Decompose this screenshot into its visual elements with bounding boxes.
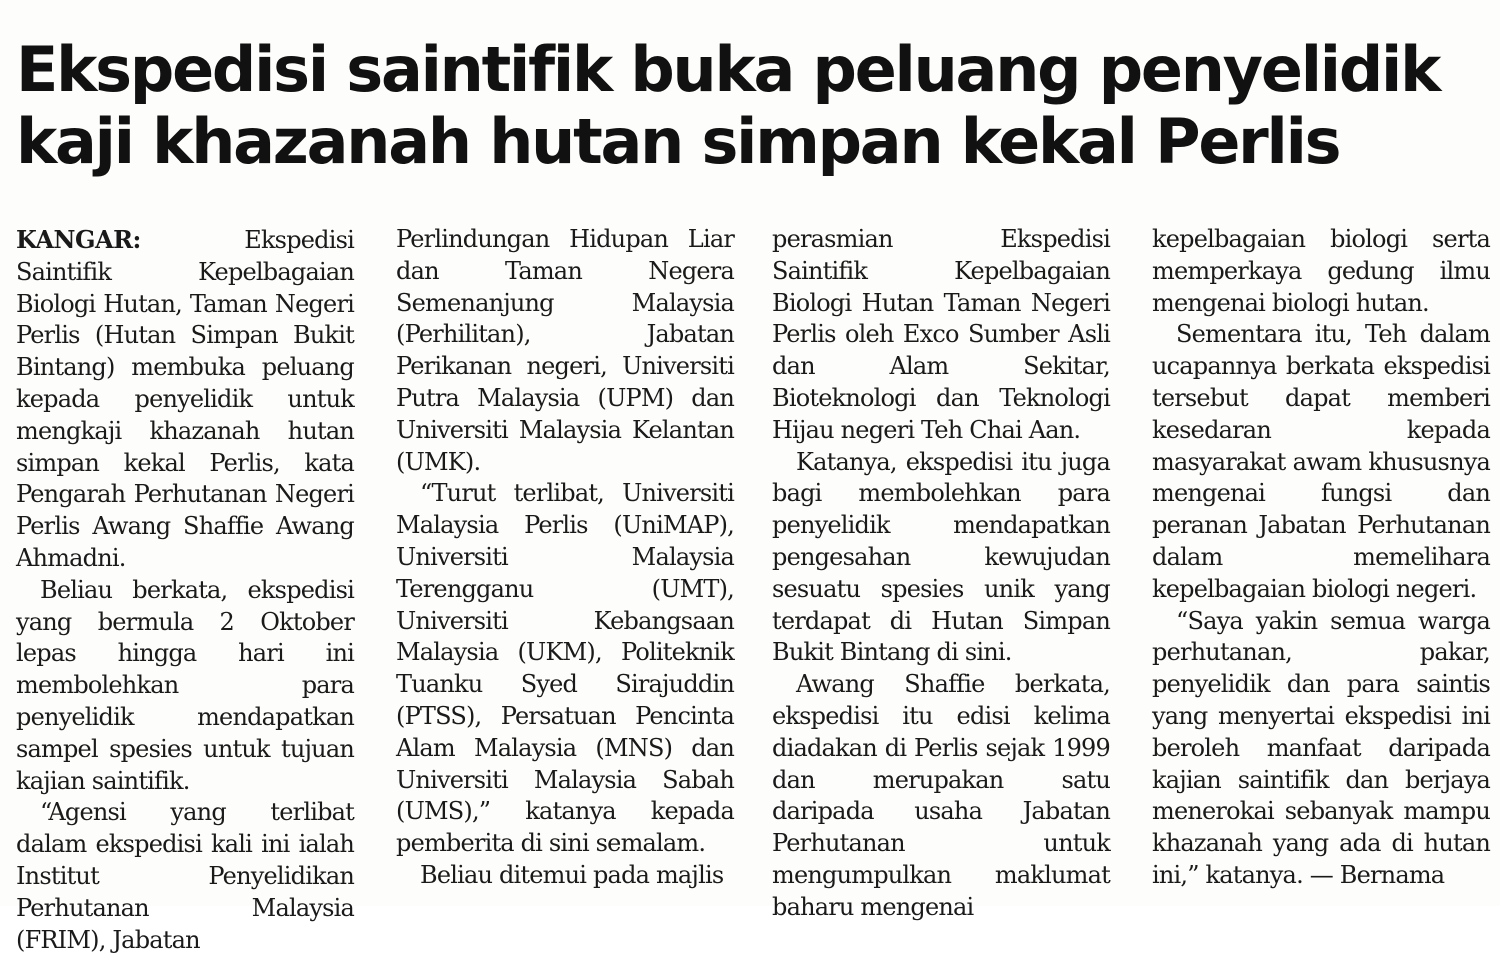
dateline: KANGAR:: [16, 225, 141, 254]
headline-line-1: Ekspedisi saintifik buka peluang penyelidik: [16, 33, 1440, 106]
paragraph: Beliau ditemui pada majlis: [420, 860, 724, 889]
paragraph: Awang Shaffie berkata, ekspedisi itu edisi kelima diadakan di Perlis sejak 1999 dan merupakan satu daripada usaha Jabatan Perhutanan untuk mengumpulkan maklumat baharu mengenai: [772, 670, 1110, 921]
article-column-3: [772, 224, 1110, 924]
paragraph: “Agensi yang terlibat dalam ekspedisi kali ini ialah Institut Penyelidikan Perhutanan Malaysia (FRIM), Jabatan: [16, 798, 354, 954]
paragraph: Perlindungan Hidupan Liar dan Taman Negera Semenanjung Malaysia (Perhilitan), Jabatan Perikanan negeri, Universiti Putra Malaysia (UPM) dan Universiti Malaysia Kelantan (UMK).: [396, 225, 734, 476]
paragraph: “Saya yakin semua warga perhutanan, pakar, penyelidik dan para saintis yang menyertai ekspedisi ini beroleh manfaat daripada kajian saintifik dan berjaya menerokai sebanyak mampu khazanah yang ada di hutan ini,” katanya. — Bernama: [1152, 606, 1490, 889]
paragraph: [16, 224, 354, 575]
article-column-1: [16, 224, 354, 956]
article-column-2: [396, 224, 734, 892]
paragraph: Sementara itu, Teh dalam ucapannya berkata ekspedisi tersebut dapat memberi kesedaran kepada masyarakat awam khususnya mengenai fungsi dan peranan Jabatan Perhutanan dalam memelihara kepelbagaian biologi negeri.: [1152, 320, 1490, 603]
article-column-4: [1152, 224, 1490, 892]
paragraph: kepelbagaian biologi serta memperkaya gedung ilmu mengenai biologi hutan.: [1152, 225, 1490, 317]
paragraph: perasmian Ekspedisi Saintifik Kepelbagaian Biologi Hutan Taman Negeri Perlis oleh Exco Sumber Asli dan Alam Sekitar, Bioteknologi dan Teknologi Hijau negeri Teh Chai Aan.: [772, 225, 1110, 444]
paragraph-text: Ekspedisi Saintifik Kepelbagaian Biologi Hutan, Taman Negeri Perlis (Hutan Simpan Bukit Bintang) membuka peluang kepada penyelidik untuk mengkaji khazanah hutan simpan kekal Perlis, kata Pengarah Perhutanan Negeri Perlis Awang Shaffie Awang Ahmadni.: [16, 226, 354, 572]
paragraph: Beliau berkata, ekspedisi yang bermula 2 Oktober lepas hingga hari ini membolehkan para penyelidik mendapatkan sampel spesies untuk tujuan kajian saintifik.: [16, 575, 354, 795]
headline-line-2: kaji khazanah hutan simpan kekal Perlis: [16, 105, 1340, 178]
headline: [16, 34, 1486, 178]
paragraph: “Turut terlibat, Universiti Malaysia Perlis (UniMAP), Universiti Malaysia Terengganu (UMT), Universiti Kebangsaan Malaysia (UKM), Politeknik Tuanku Syed Sirajuddin (PTSS), Persatuan Pencinta Alam Malaysia (MNS) dan Universiti Malaysia Sabah (UMS),” katanya kepada pemberita di sini semalam.: [396, 479, 734, 858]
paragraph: Katanya, ekspedisi itu juga bagi membolehkan para penyelidik mendapatkan pengesahan kewujudan sesuatu spesies unik yang terdapat di Hutan Simpan Bukit Bintang di sini.: [772, 447, 1110, 667]
